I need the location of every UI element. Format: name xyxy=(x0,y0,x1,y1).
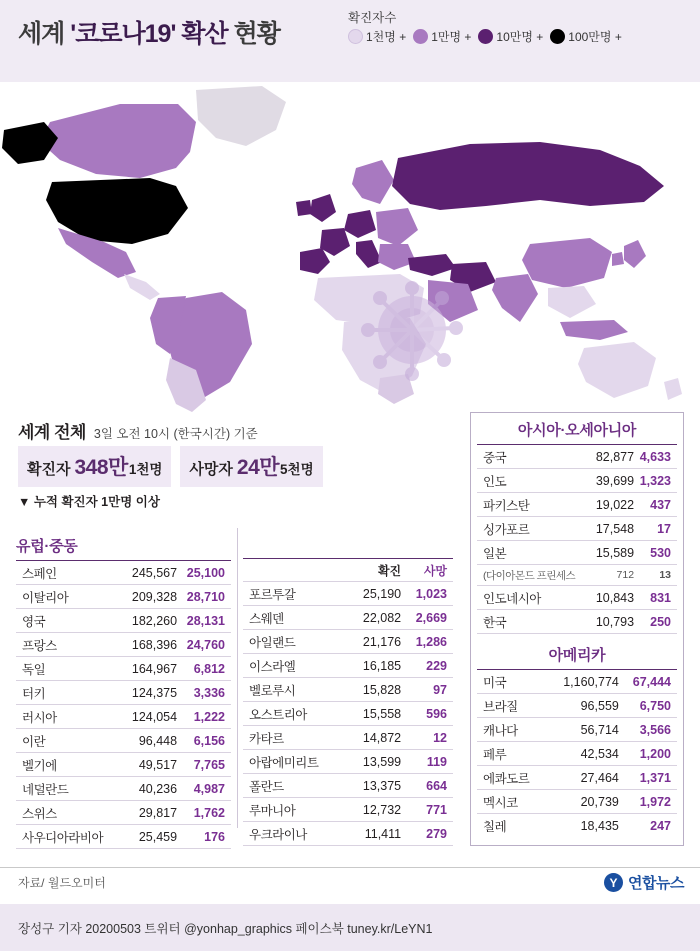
deaths-value: 831 xyxy=(650,590,671,605)
yonhap-mark-icon: Y xyxy=(604,873,623,892)
europe-table-2 xyxy=(243,558,453,846)
deaths-value: 1,371 xyxy=(639,770,671,785)
confirmed-value: 25,459 xyxy=(138,829,178,844)
deaths-value: 6,812 xyxy=(193,661,225,676)
table-column-header xyxy=(243,559,453,582)
country-name: 캐나다 xyxy=(483,723,518,738)
country-name: 파키스탄 xyxy=(483,498,530,513)
confirmed-value: 18,435 xyxy=(580,818,619,833)
country-name: 멕시코 xyxy=(483,795,518,810)
confirmed-value: 1,160,774 xyxy=(563,674,619,689)
confirmed-value: 168,396 xyxy=(131,637,178,652)
confirmed-value: 82,877 xyxy=(595,449,635,464)
confirmed-total-badge xyxy=(18,446,171,487)
legend-swatch-icon xyxy=(413,29,428,44)
legend-item xyxy=(413,28,471,45)
deaths-value: 1,023 xyxy=(415,586,447,601)
america-table-heading: 아메리카 xyxy=(548,647,606,664)
table-row xyxy=(243,750,453,774)
legend-swatch-icon xyxy=(348,29,363,44)
table-row xyxy=(16,825,231,849)
country-name: 페루 xyxy=(483,747,507,762)
confirmed-value: 182,260 xyxy=(131,613,178,628)
asia-america-panel xyxy=(470,412,684,846)
country-name: 싱가포르 xyxy=(483,522,530,537)
country-name: 포르투갈 xyxy=(249,587,296,602)
country-name: 아랍에미리트 xyxy=(249,755,319,770)
europe-table-heading: 유럽·중동 xyxy=(16,538,78,555)
country-name: 한국 xyxy=(483,615,507,630)
deaths-value: 6,156 xyxy=(193,733,225,748)
deaths-value: 28,131 xyxy=(186,613,225,628)
deaths-value: 279 xyxy=(426,826,447,841)
country-name: 일본 xyxy=(483,546,507,561)
country-name: 터키 xyxy=(22,686,46,701)
deaths-value: 97 xyxy=(433,682,447,697)
confirmed-value: 11,411 xyxy=(364,826,402,841)
cumulative-note: ▼ 누적 확진자 1만명 이상 xyxy=(18,495,160,509)
confirmed-value: 712 xyxy=(616,569,635,581)
deaths-total-value: 24만 xyxy=(236,456,280,479)
deaths-value: 119 xyxy=(426,754,447,769)
deaths-value: 771 xyxy=(426,802,447,817)
country-name: 스웨덴 xyxy=(249,611,284,626)
table-row xyxy=(477,670,677,694)
legend-swatch-icon xyxy=(550,29,565,44)
table-row xyxy=(16,753,231,777)
table-row xyxy=(243,654,453,678)
country-name: 오스트리아 xyxy=(249,707,307,722)
confirmed-value: 10,843 xyxy=(595,590,635,605)
table-row xyxy=(16,801,231,825)
confirmed-value: 19,022 xyxy=(595,497,635,512)
deaths-value: 1,762 xyxy=(193,805,225,820)
confirmed-value: 245,567 xyxy=(131,565,178,580)
deaths-value: 24,760 xyxy=(186,637,225,652)
country-name: 아일랜드 xyxy=(249,635,296,650)
deaths-value: 13 xyxy=(659,569,671,581)
confirmed-value: 124,375 xyxy=(131,685,178,700)
table-row-subitem xyxy=(477,565,677,586)
table-row xyxy=(243,678,453,702)
country-name: 카타르 xyxy=(249,731,284,746)
asia-table-heading: 아시아·오세아니아 xyxy=(517,422,637,439)
deaths-value: 250 xyxy=(650,614,671,629)
country-name: 인도 xyxy=(483,474,507,489)
confirmed-value: 29,817 xyxy=(138,805,178,820)
table-row xyxy=(16,585,231,609)
deaths-value: 1,200 xyxy=(639,746,671,761)
confirmed-value: 16,185 xyxy=(362,658,402,673)
deaths-value: 3,336 xyxy=(193,685,225,700)
country-name: 독일 xyxy=(22,662,46,677)
deaths-value: 176 xyxy=(204,829,225,844)
legend-swatch-icon xyxy=(478,29,493,44)
deaths-value: 2,669 xyxy=(415,610,447,625)
deaths-value: 229 xyxy=(426,658,447,673)
confirmed-value: 96,559 xyxy=(580,698,619,713)
deaths-value: 1,323 xyxy=(639,473,671,488)
deaths-total-label: 사망자 xyxy=(189,461,233,478)
legend-item-label: 1만명 + xyxy=(431,30,472,44)
asia-table xyxy=(477,444,677,634)
confirmed-value: 56,714 xyxy=(580,722,619,737)
confirmed-value: 96,448 xyxy=(138,733,178,748)
legend-item xyxy=(348,28,406,45)
byline: 장성구 기자 20200503 트위터 @yonhap_graphics 페이스북 tuney.kr/LeYN1 xyxy=(18,922,433,936)
deaths-value: 1,286 xyxy=(415,634,447,649)
country-name: 우크라이나 xyxy=(249,827,307,842)
table-row xyxy=(477,610,677,634)
column-header-deaths: 사망 xyxy=(423,563,447,578)
table-row xyxy=(16,657,231,681)
confirmed-value: 22,082 xyxy=(362,610,402,625)
country-name: 네덜란드 xyxy=(22,782,69,797)
table-row xyxy=(16,729,231,753)
europe-table xyxy=(16,560,231,849)
deaths-value: 4,633 xyxy=(639,449,671,464)
confirmed-value: 15,558 xyxy=(362,706,402,721)
confirmed-value: 49,517 xyxy=(138,757,178,772)
deaths-value: 25,100 xyxy=(186,565,225,580)
legend-item-label: 10만명 + xyxy=(496,30,544,44)
table-row xyxy=(477,790,677,814)
confirmed-value: 13,375 xyxy=(362,778,402,793)
brand-logo xyxy=(604,872,684,893)
table-row xyxy=(243,774,453,798)
summary-timestamp: 3일 오전 10시 (한국시간) 기준 xyxy=(93,427,258,441)
legend-title: 확진자수 xyxy=(348,11,397,25)
confirmed-value: 25,190 xyxy=(362,586,402,601)
country-name: 중국 xyxy=(483,450,507,465)
source-credit: 자료/ 월드오미터 xyxy=(18,876,106,890)
table-row xyxy=(16,633,231,657)
confirmed-value: 14,872 xyxy=(362,730,402,745)
confirmed-total-value: 348만 xyxy=(74,456,128,479)
country-name: 에콰도르 xyxy=(483,771,530,786)
table-row xyxy=(477,694,677,718)
deaths-value: 4,987 xyxy=(193,781,225,796)
confirmed-value: 124,054 xyxy=(131,709,178,724)
summary-pills xyxy=(18,446,323,487)
deaths-value: 12 xyxy=(433,730,447,745)
legend-item xyxy=(550,28,622,45)
country-name: (다이아몬드 프린세스 xyxy=(483,569,576,582)
world-map-svg xyxy=(0,82,700,412)
confirmed-value: 15,828 xyxy=(362,682,402,697)
spacer xyxy=(477,634,677,644)
country-name: 루마니아 xyxy=(249,803,296,818)
table-row xyxy=(477,541,677,565)
country-name: 벨로루시 xyxy=(249,683,296,698)
country-name: 미국 xyxy=(483,675,507,690)
world-summary xyxy=(0,412,460,509)
country-name: 인도네시아 xyxy=(483,591,541,606)
deaths-value: 17 xyxy=(657,521,671,536)
confirmed-value: 40,236 xyxy=(138,781,178,796)
table-row xyxy=(16,681,231,705)
deaths-value: 3,566 xyxy=(639,722,671,737)
table-row xyxy=(477,742,677,766)
summary-heading-row xyxy=(18,418,258,443)
confirmed-value: 17,548 xyxy=(595,521,635,536)
deaths-value: 67,444 xyxy=(632,674,671,689)
deaths-value: 7,765 xyxy=(193,757,225,772)
column-header-confirmed: 확진 xyxy=(377,563,402,578)
country-name: 이스라엘 xyxy=(249,659,296,674)
deaths-value: 664 xyxy=(426,778,447,793)
world-map xyxy=(0,82,700,412)
table-row xyxy=(477,766,677,790)
spacer xyxy=(243,535,453,558)
country-name: 영국 xyxy=(22,614,46,629)
country-name: 러시아 xyxy=(22,710,57,725)
footer-divider xyxy=(0,867,700,868)
deaths-value: 1,972 xyxy=(639,794,671,809)
table-row xyxy=(16,705,231,729)
country-name: 이란 xyxy=(22,734,46,749)
brand-name: 연합뉴스 xyxy=(628,875,684,892)
deaths-value: 596 xyxy=(426,706,447,721)
title-part-1: 세계 xyxy=(18,20,71,48)
world-total-label: 세계 전체 xyxy=(18,423,86,442)
blank-header xyxy=(243,559,348,582)
confirmed-value: 21,176 xyxy=(362,634,402,649)
country-name: 이탈리아 xyxy=(22,590,69,605)
confirmed-value: 20,739 xyxy=(580,794,619,809)
legend-item-label: 100만명 + xyxy=(568,30,622,44)
country-name: 프랑스 xyxy=(22,638,57,653)
deaths-value: 437 xyxy=(650,497,671,512)
title-part-2: 현황 xyxy=(227,20,280,48)
country-name: 칠레 xyxy=(483,819,507,834)
table-row xyxy=(477,469,677,493)
legend-item-label: 1천명 + xyxy=(366,30,407,44)
country-south-korea xyxy=(612,252,624,266)
table-row xyxy=(243,798,453,822)
deaths-total-unit: 5천명 xyxy=(280,462,314,477)
confirmed-value: 209,328 xyxy=(131,589,178,604)
confirmed-value: 164,967 xyxy=(131,661,178,676)
country-name: 스페인 xyxy=(22,566,57,581)
deaths-value: 530 xyxy=(650,545,671,560)
europe-table-block xyxy=(16,535,231,849)
country-name: 사우디아라비아 xyxy=(22,830,104,845)
deaths-value: 1,222 xyxy=(193,709,225,724)
table-row xyxy=(243,582,453,606)
map-legend xyxy=(348,28,626,45)
confirmed-value: 39,699 xyxy=(595,473,635,488)
table-row xyxy=(477,517,677,541)
confirmed-value: 10,793 xyxy=(595,614,635,629)
column-divider xyxy=(237,528,238,828)
confirmed-value: 12,732 xyxy=(362,802,402,817)
table-row xyxy=(16,561,231,585)
title-accent: '코로나19' 확산 xyxy=(70,20,228,48)
table-row xyxy=(16,609,231,633)
country-name: 폴란드 xyxy=(249,779,284,794)
country-name: 벨기에 xyxy=(22,758,57,773)
table-row xyxy=(243,822,453,846)
table-row xyxy=(477,445,677,469)
america-table xyxy=(477,669,677,837)
table-row xyxy=(477,493,677,517)
deaths-total-badge xyxy=(180,446,322,487)
deaths-value: 28,710 xyxy=(186,589,225,604)
table-row xyxy=(243,606,453,630)
confirmed-value: 13,599 xyxy=(362,754,402,769)
confirmed-total-unit: 1천명 xyxy=(128,462,163,477)
table-row xyxy=(477,814,677,838)
confirmed-total-label: 확진자 xyxy=(27,461,71,478)
deaths-value: 247 xyxy=(650,818,671,833)
header-banner xyxy=(0,0,700,82)
table-row xyxy=(243,702,453,726)
country-ireland xyxy=(296,200,312,216)
europe-table-block-2 xyxy=(243,535,453,846)
page-title xyxy=(18,14,280,50)
country-name: 스위스 xyxy=(22,806,57,821)
confirmed-value: 15,589 xyxy=(595,545,635,560)
table-row xyxy=(243,630,453,654)
table-row xyxy=(477,718,677,742)
confirmed-value: 27,464 xyxy=(580,770,619,785)
legend-item xyxy=(478,28,543,45)
table-row xyxy=(243,726,453,750)
confirmed-value: 42,534 xyxy=(580,746,619,761)
country-name: 브라질 xyxy=(483,699,518,714)
deaths-value: 6,750 xyxy=(639,698,671,713)
table-row xyxy=(16,777,231,801)
table-row xyxy=(477,586,677,610)
